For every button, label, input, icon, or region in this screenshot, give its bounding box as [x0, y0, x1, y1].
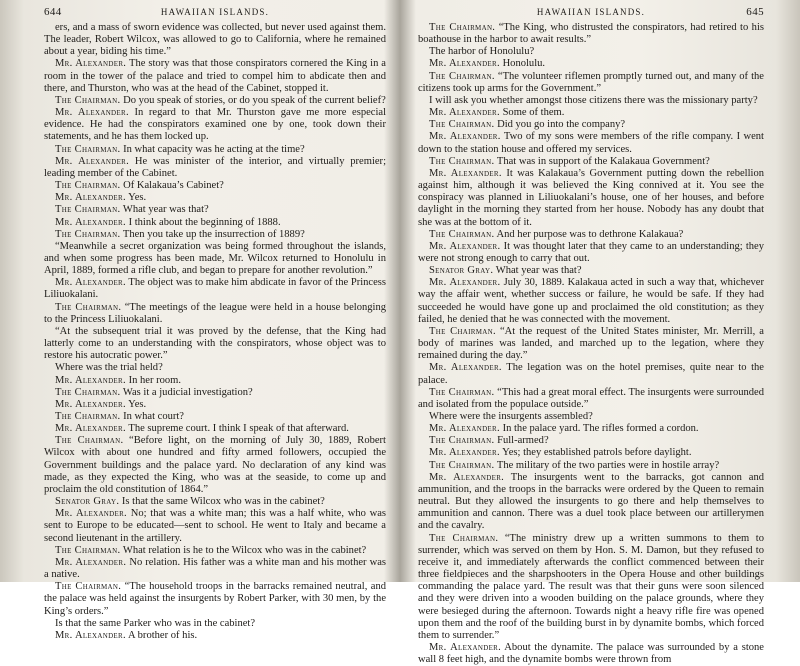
paragraph-text: Honolulu.: [502, 58, 546, 70]
paragraph: [44, 180, 386, 192]
paragraph: [418, 411, 764, 423]
speaker-name: Mr. Alexander.: [55, 374, 126, 386]
paragraph: [44, 411, 386, 423]
paragraph-text: What year was that?: [122, 204, 209, 216]
paragraph-text: The harbor of Honolulu?: [429, 46, 535, 58]
paragraph: [418, 387, 764, 411]
speaker-name: Mr. Alexander.: [429, 107, 500, 119]
speaker-name: The Chairman.: [55, 180, 121, 192]
speaker-name: Mr. Alexander.: [429, 362, 502, 374]
speaker-name: Senator Gray.: [55, 496, 120, 508]
speaker-name: Mr. Alexander.: [429, 240, 501, 252]
speaker-name: Mr. Alexander.: [429, 131, 501, 143]
speaker-name: Mr. Alexander.: [55, 155, 130, 167]
speaker-name: The Chairman.: [429, 70, 495, 82]
paragraph: [418, 71, 764, 95]
paragraph: [44, 95, 386, 107]
paragraph-text: The military of the two parties were in hostile array?: [496, 459, 720, 471]
speaker-name: The Chairman.: [55, 544, 121, 556]
paragraph: [418, 22, 764, 46]
paragraph-text: ers, and a mass of sworn evidence was collected, but never used against them. The leader, Robert Wilcox, was allowed to go to California, where he remained about a year, biding his time.”: [44, 22, 386, 58]
paragraph: [44, 581, 386, 617]
paragraph: [418, 362, 764, 386]
paragraph-text: Is that the same Wilcox who was in the cabinet?: [121, 496, 325, 508]
paragraph: [418, 131, 764, 155]
paragraph: [44, 107, 386, 143]
paragraph: [44, 375, 386, 387]
paragraph: [44, 423, 386, 435]
speaker-name: Mr. Alexander.: [429, 58, 500, 70]
paragraph-text: The supreme court. I think I speak of that afterward.: [128, 423, 349, 435]
paragraph-text: Yes; they established patrols before daylight.: [502, 447, 692, 459]
speaker-name: The Chairman.: [55, 204, 121, 216]
paragraph: [418, 533, 764, 642]
paragraph: [418, 265, 764, 277]
paragraph-text: Is that the same Parker who was in the cabinet?: [55, 617, 256, 629]
paragraph-text: It was Kalakaua’s Government putting down the rebellion against him, although it was believed the King connived at it. You see the conspiracy was planned in Liliuokalani’s house, one of her houses, and before daylight in the morning they started from her house. Nobody has any doubt that she was at the bottom of it.: [418, 167, 764, 228]
paragraph: [418, 460, 764, 472]
paragraph: [418, 156, 764, 168]
paragraph: [418, 447, 764, 459]
paragraph: [418, 46, 764, 58]
paragraph: [44, 156, 386, 180]
speaker-name: The Chairman.: [55, 94, 121, 106]
speaker-name: The Chairman.: [55, 435, 124, 447]
speaker-name: The Chairman.: [55, 581, 122, 593]
speaker-name: The Chairman.: [55, 143, 121, 155]
paragraph-text: And her purpose was to dethrone Kalakaua?: [496, 228, 684, 240]
paragraph-text: In her room.: [128, 374, 181, 386]
paragraph: [44, 277, 386, 301]
right-running-head: HAWAIIAN ISLANDS.: [536, 7, 646, 17]
right-page-header: [418, 0, 764, 22]
paragraph: [418, 168, 764, 229]
speaker-name: The Chairman.: [429, 228, 495, 240]
speaker-name: The Chairman.: [429, 532, 499, 544]
paragraph-text: “At the subsequent trial it was proved by the defense, that the King had latterly come to an understanding with the conspirators, whose object was to restore his autocratic power.”: [44, 325, 386, 362]
speaker-name: Mr. Alexander.: [55, 58, 127, 70]
speaker-name: Mr. Alexander.: [55, 629, 126, 641]
paragraph-text: About the dynamite. The palace was surrounded by a stone wall 8 feet high, and the dynamite bombs were thrown from: [418, 641, 764, 666]
paragraph-text: “This had a great moral effect. The insurgents were surrounded and isolated from the populace outside.”: [418, 386, 764, 410]
speaker-name: The Chairman.: [429, 386, 495, 398]
paragraph-text: It was thought later that they came to an understanding; they were not strong enough to carry that out.: [418, 240, 764, 264]
paragraph-text: Some of them.: [502, 107, 565, 119]
paragraph: [418, 326, 764, 362]
paragraph-text: Full-armed?: [497, 435, 549, 447]
paragraph: [418, 642, 764, 666]
paragraph-text: Yes.: [128, 398, 147, 410]
paragraph-text: “At the request of the United States minister, Mr. Merrill, a body of marines was landed, and marched up to the legation, where they remained during the day.”: [418, 325, 764, 362]
paragraph: [44, 387, 386, 399]
paragraph-text: “The household troops in the barracks remained neutral, and the palace was held against the insurgents by Robert Parker, with 30 men, by the King’s orders.”: [44, 581, 386, 617]
speaker-name: Mr. Alexander.: [55, 216, 126, 228]
paragraph-text: Then you take up the insurrection of 1889?: [122, 228, 305, 240]
speaker-name: Mr. Alexander.: [55, 398, 126, 410]
speaker-name: The Chairman.: [55, 228, 121, 240]
paragraph: [418, 229, 764, 241]
speaker-name: The Chairman.: [429, 325, 496, 337]
paragraph: [44, 326, 386, 362]
paragraph: [44, 144, 386, 156]
paragraph: [418, 95, 764, 107]
right-page-number: 645: [746, 6, 764, 18]
paragraph: [44, 630, 386, 642]
right-page: [418, 0, 765, 666]
speaker-name: Mr. Alexander.: [429, 641, 502, 653]
paragraph-text: “The meetings of the league were held in a house belonging to the Princess Liliuokalani.: [44, 301, 386, 325]
paragraph-text: “The ministry drew up a written summons to them to surrender, which was served on them by Hon. S. M. Damon, but they refused to receive it, and immediately afterwards the conflict commenced between their three fieldpieces and the sharpshooters in the Opera House and other buildings commanding the palace yard. The result was that their guns were soon silenced and they were driven into a wooden building on the palace grounds, where they were besieged during the afternoon. Towards night a heavy rifle fire was opened upon them and the roof of the building burst in by dynamite bombs, which forced them to surrender.”: [418, 532, 764, 641]
speaker-name: Mr. Alexander.: [55, 192, 126, 204]
speaker-name: The Chairman.: [429, 22, 496, 33]
paragraph-text: “Before light, on the morning of July 30, 1889, Robert Wilcox with about one hundred and fifty armed followers, occupied the Government buildings and the palace yard. No declaration of any kind was made, as they expected the King, who was at the seaside, to come up and proclaim the old constitution of 1864.”: [44, 435, 386, 495]
paragraph-text: Two of my sons were members of the rifle company. I went down to the station house and offered my services.: [418, 131, 764, 155]
paragraph-text: “Meanwhile a secret organization was being formed throughout the islands, and when some progress has been made, Mr. Wilcox returned to Honolulu in April, 1889, formed a rifle club, and began to prepare for another revolution.”: [44, 240, 386, 277]
paragraph-text: In what court?: [123, 411, 184, 422]
speaker-name: Mr. Alexander.: [429, 277, 501, 289]
paragraph-text: Where was the trial held?: [55, 362, 163, 374]
paragraph-text: That was in support of the Kalakaua Government?: [496, 155, 710, 167]
left-running-head: HAWAIIAN ISLANDS.: [160, 7, 270, 17]
paragraph: [44, 545, 386, 557]
paragraph: [418, 241, 764, 265]
paragraph: [44, 362, 386, 374]
left-page-header: [44, 0, 386, 22]
paragraph-text: Where were the insurgents assembled?: [429, 411, 593, 422]
speaker-name: The Chairman.: [429, 459, 495, 471]
paragraph: [44, 557, 386, 581]
speaker-name: The Chairman.: [429, 119, 495, 131]
speaker-name: Mr. Alexander.: [55, 556, 127, 568]
paragraph-text: Did you go into the company?: [497, 119, 626, 131]
paragraph: [44, 204, 386, 216]
paragraph-text: Of Kalakaua’s Cabinet?: [123, 180, 224, 192]
speaker-name: Mr. Alexander.: [55, 107, 129, 119]
paragraph: [44, 217, 386, 229]
speaker-name: Mr. Alexander.: [429, 167, 502, 179]
speaker-name: Mr. Alexander.: [55, 508, 127, 520]
speaker-name: Mr. Alexander.: [55, 423, 126, 435]
speaker-name: Mr. Alexander.: [429, 423, 500, 435]
paragraph-text: I think about the beginning of 1888.: [128, 216, 281, 228]
paragraph-text: “The volunteer riflemen promptly turned out, and many of the citizens took up arms for the Government.”: [418, 70, 764, 94]
paragraph-text: No relation. His father was a white man and his mother was a native.: [44, 556, 386, 581]
speaker-name: Mr. Alexander.: [429, 471, 505, 483]
speaker-name: The Chairman.: [55, 386, 121, 398]
paragraph-text: Was it a judicial investigation?: [122, 386, 253, 398]
paragraph-text: What year was that?: [495, 265, 582, 277]
paragraph-text: The object was to make him abdicate in favor of the Princess Liliuokalani.: [44, 277, 387, 301]
paragraph-text: The legation was on the hotel premises, quite near to the palace.: [418, 362, 764, 386]
paragraph-text: In what capacity was he acting at the time?: [123, 143, 305, 155]
paragraph: [44, 58, 386, 94]
paragraph-text: Do you speak of stories, or do you speak of the current belief?: [123, 94, 386, 106]
paragraph-text: In regard to that Mr. Thurston gave me more especial evidence. He had the conspirators examined one by one, took down their statements, and he has them locked up.: [44, 107, 387, 143]
paragraph: [44, 302, 386, 326]
right-page-body: [418, 22, 764, 666]
paragraph-text: The insurgents went to the barracks, got cannon and ammunition, and the troops in the barracks were ordered by the Queen to remain neutral. But they allowed the insurgents to go there and help themselves to ammunition and cannon. There was a duel took place between our artillerymen and the cavalry.: [418, 471, 765, 532]
left-page: [44, 0, 387, 641]
speaker-name: The Chairman.: [55, 301, 122, 313]
speaker-name: Mr. Alexander.: [55, 277, 126, 289]
paragraph: [418, 472, 764, 533]
speaker-name: The Chairman.: [429, 435, 495, 447]
paragraph: [44, 435, 386, 496]
paragraph: [44, 508, 386, 544]
paragraph-text: I will ask you whether amongst those citizens there was the missionary party?: [429, 94, 758, 106]
paragraph: [44, 399, 386, 411]
paragraph: [418, 423, 764, 435]
paragraph: [418, 107, 764, 119]
paragraph-text: In the palace yard. The rifles formed a cordon.: [502, 423, 699, 435]
paragraph: [418, 119, 764, 131]
paragraph: [44, 192, 386, 204]
speaker-name: The Chairman.: [55, 411, 121, 422]
paragraph-text: “The King, who distrusted the conspirators, had retired to his boathouse in the harbor to await results.”: [418, 22, 764, 46]
paragraph-text: He was minister of the interior, and virtually premier; leading member of the Cabinet.: [44, 155, 386, 179]
paragraph-text: July 30, 1889. Kalakaua acted in such a way that, whichever way the affair went, whether success or failure, he would be safe. If they had succeeded he would have gone up and proclaimed the old constitution; as they failed, he denied that he was connected with the movement.: [418, 277, 764, 325]
paragraph-text: What relation is he to the Wilcox who was in the cabinet?: [122, 544, 367, 556]
paragraph: [44, 229, 386, 241]
paragraph: [44, 618, 386, 630]
paragraph-text: Yes.: [128, 192, 147, 204]
speaker-name: Senator Gray.: [429, 265, 494, 277]
speaker-name: The Chairman.: [429, 155, 495, 167]
paragraph: [44, 22, 386, 58]
paragraph-text: The story was that those conspirators cornered the King in a room in the tower of the palace and tried to compel him to abdicate then and there, and Thurston, who was at the head of the Cabinet, stopped it.: [44, 58, 386, 94]
paragraph: [418, 58, 764, 70]
left-page-body: [44, 22, 386, 642]
paragraph: [44, 241, 386, 277]
paragraph: [418, 277, 764, 326]
paragraph: [44, 496, 386, 508]
speaker-name: Mr. Alexander.: [429, 447, 500, 459]
left-page-number: 644: [44, 6, 62, 18]
paragraph-text: No; that was a white man; this was a half white, who was sent to Europe to be educated—sent to school. He went to Italy and became a second lieutenant in the artillery.: [44, 508, 386, 544]
paragraph: [418, 435, 764, 447]
paragraph-text: A brother of his.: [127, 629, 198, 641]
